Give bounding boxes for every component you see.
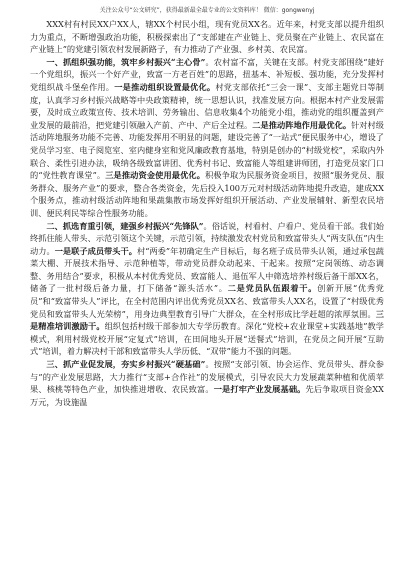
section-1-text-2: 村党支部依托“三会一课”、支部主题党日等制度，认真学习乡村振兴战略等中央政策精神，统一思想认识，找准发展方向。根据本村产业发展需要，及时成立政策宣传、技术培训、劳务输出、信息收集4个功能党小组，推动党的组织覆盖到产业发展的最前沿，把党建引领融入产前、产中、产后全过程。 (30, 81, 384, 130)
intro-paragraph: XXX村有村民XX户XX人，辖XX个村民小组，现有党员XX名。近年来，村党支部以提升组织力为重点，不断增强政治功能，积极探索出了“支部建在产业链上、党员聚在产业链上、农民富在产业链上”的党建引领农村发展新路子，有力推动了产业强、乡村美、农民富。 (30, 19, 384, 55)
section-2-text-3: 创新开展“优秀党员”和“致富带头人”评比，在全村范围内评出优秀党员XX名、致富带头人XX名，设置了“村级优秀党员和致富带头人光荣榜”，用身边典型教育引导广大群众，在全村形成比学赶超的浓厚氛围。 (30, 283, 384, 319)
section-2-bold-1: 一是联子成员带头干。 (54, 245, 137, 256)
section-2-text-4: 组织包括村级干部参加大专学历教育。深化“党校+农业课堂+实践基地”教学模式，利用村级党校开展“定复式”培训，在田间地头开展“送餐式”培训，在党员之间开展“互助式”培训，着力解决村干部和致富带头人学历低、“双带”能力不强的问题。 (30, 321, 384, 357)
section-1-paragraph-a (30, 56, 384, 220)
section-2-title: 二、抓选育重引领，建强乡村振兴“先锋队” (46, 220, 204, 231)
section-2-bold-2: 二是党员队伍跟着干。 (227, 283, 318, 294)
header-note: 关注公众号“公文研究”，获得最新最全最专业的公文资料库！ 微信：gongwenyj (99, 7, 315, 14)
section-3-text-1: 。按照“支部引领、协会运作、党员带头、群众参与”的产业发展思路，大力推行“支部+合作社”的发展模式，引导农民大力发展蔬菜种植和优质苹果、核桃等特色产业，加快推进增收、农民致富。 (30, 359, 384, 395)
section-1-title: 一、抓组织强功能，筑牢乡村振兴“主心骨” (46, 56, 206, 67)
section-1-bold-2: 二是推动阵地作用最优化。 (252, 119, 352, 130)
section-1-bold-3: 三是推动资金使用最优化。 (105, 170, 206, 181)
section-2-text-1: 。俗话说，村看村、户看户、党员看干部。我们始终抓住能人带头、示范引领这个关键，示范引领，持续激发农村党员和致富带头人“两支队伍”内生动力。 (30, 220, 384, 256)
section-3-paragraph (30, 358, 384, 408)
section-1-bold-1: 一是推动组织设置最优化。 (114, 81, 216, 92)
section-3-title: 三、抓产业促发展，夯实乡村振兴“硬基础” (46, 359, 206, 370)
section-3-text-2: 先后争取项目资金XX万元，为设施温 (30, 384, 384, 407)
section-1-text-4: 积极争取为民服务资金项目，按照“服务党员、服务群众、服务产业”的要求，整合各类资金，先后投入100万元对村级活动阵地提升改造，建成XX个服务点，推动村级活动阵地和果蔬集散市场发挥好组织开展活动、产业发展辅射、新型农民培训、便民利民等综合性服务功能。 (30, 170, 385, 218)
section-2-text-2: 村“两委”年初确定生产目标后，每名班子成员带头认领，通过承包蔬菜大棚、开展技术指导、示范种植等，带动党员群众动起来、干起来。按照“定岗领练、动态调整、务用结合”要求，积极从本村优秀党员、致富能人、退伍军人中筛选培养村级后备干部XX名，储备了一批村级后备力量，打下储备“源头活水”。 (30, 245, 384, 294)
section-1-text-3: 针对村级活动阵地服务功能不完善、功能发挥用不明显的问题，建设完善了“一站式”便民服务中心，增设了党员学习室、电子阅览室、室内健身室和党风廉政教育基地，特别是创办的“村级党校”，采取内外联合、柔性引进办法，吸纳各级致富讲团、优秀村书记、致富能人等组建讲师团，打造党员家门口的“党性教育课堂”。 (30, 119, 384, 181)
section-2-paragraph (30, 220, 384, 359)
section-1-text-1: 。农村富不富，关键在支部。村党支部围绕“建好一个党组织，振兴一个好产业，致富一方老百姓”的思路，扭基本、补短板、强功能，充分发挥村党组织战斗堡垒作用。 (30, 56, 384, 92)
section-2-bold-3: 三是精准培训激励干。 (30, 308, 384, 332)
section-3-bold-1: 一是打牢产业发展基础。 (213, 384, 306, 395)
